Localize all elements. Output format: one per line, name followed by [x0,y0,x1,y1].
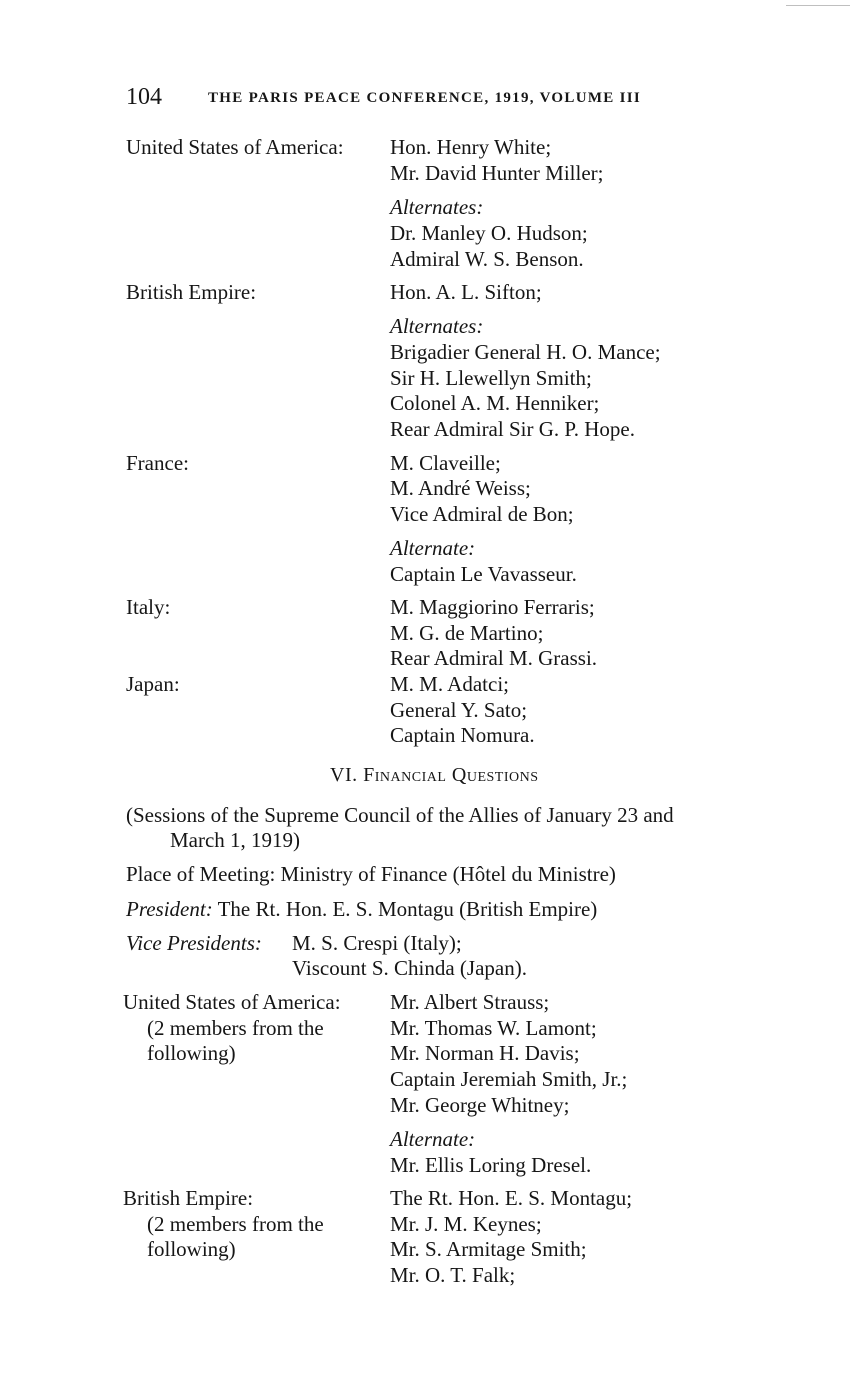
member: Mr. Norman H. Davis; [390,1041,580,1065]
vice-presidents-label: Vice Presidents: [126,931,262,955]
page-number: 104 [126,84,162,110]
delegation-note: following) [147,1237,236,1261]
member: The Rt. Hon. E. S. Montagu; [390,1186,633,1210]
president-label: President: [126,897,213,921]
alternate-label: Alternate: [390,536,476,560]
member: Mr. S. Armitage Smith; [390,1237,587,1261]
corner-rule [786,5,850,6]
member: Hon. A. L. Sifton; [390,280,542,304]
country-british-empire: British Empire: [123,1186,254,1210]
member: M. André Weiss; [390,476,531,500]
alternate: Rear Admiral Sir G. P. Hope. [390,417,635,441]
section-title: Financial Questions [363,764,539,786]
place-value: Ministry of Finance (Hôtel du Ministre) [280,862,616,886]
running-head: THE PARIS PEACE CONFERENCE, 1919, VOLUME III [208,90,642,106]
country-usa: United States of America: [126,135,344,159]
member: M. G. de Martino; [390,621,544,645]
alternate: Captain Le Vavasseur. [390,562,577,586]
member: Captain Nomura. [390,723,535,747]
alternate: Admiral W. S. Benson. [390,247,584,271]
member: M. Maggiorino Ferraris; [390,595,595,619]
vice-president: Viscount S. Chinda (Japan). [292,956,527,980]
member: Rear Admiral M. Grassi. [390,646,598,670]
alternate: Mr. Ellis Loring Dresel. [390,1153,592,1177]
member: Captain Jeremiah Smith, Jr.; [390,1067,628,1091]
section-heading [330,764,539,787]
member: Hon. Henry White; [390,135,552,159]
place-of-meeting [126,861,616,887]
alternate: Sir H. Llewellyn Smith; [390,366,592,390]
delegation-note: following) [147,1041,236,1065]
country-italy: Italy: [126,595,171,619]
alternates-label: Alternates: [390,314,484,338]
member: Mr. J. M. Keynes; [390,1212,542,1236]
page-header [126,84,726,114]
member: Mr. George Whitney; [390,1093,570,1117]
place-label: Place of Meeting: [126,862,276,886]
section-numeral: VI. [330,764,358,786]
member: Mr. Albert Strauss; [390,990,550,1014]
member: M. M. Adatci; [390,672,509,696]
country-france: France: [126,451,189,475]
alternate: Brigadier General H. O. Mance; [390,340,661,364]
sessions-line: (Sessions of the Supreme Council of the Allies of January 23 and [126,803,674,827]
president-line [126,896,597,922]
country-british-empire: British Empire: [126,280,257,304]
member: General Y. Sato; [390,698,528,722]
member: Mr. O. T. Falk; [390,1263,516,1287]
vice-president: M. S. Crespi (Italy); [292,931,462,955]
alternate: Dr. Manley O. Hudson; [390,221,588,245]
delegation-note: (2 members from the [147,1212,324,1236]
member: M. Claveille; [390,451,501,475]
alternate: Colonel A. M. Henniker; [390,391,600,415]
sessions-line: March 1, 1919) [170,828,301,852]
member: Mr. David Hunter Miller; [390,161,604,185]
member: Mr. Thomas W. Lamont; [390,1016,597,1040]
alternates-label: Alternates: [390,195,484,219]
country-usa: United States of America: [123,990,341,1014]
member: Vice Admiral de Bon; [390,502,574,526]
president-value: The Rt. Hon. E. S. Montagu (British Empire) [217,897,598,921]
delegation-note: (2 members from the [147,1016,324,1040]
alternate-label: Alternate: [390,1127,476,1151]
country-japan: Japan: [126,672,180,696]
